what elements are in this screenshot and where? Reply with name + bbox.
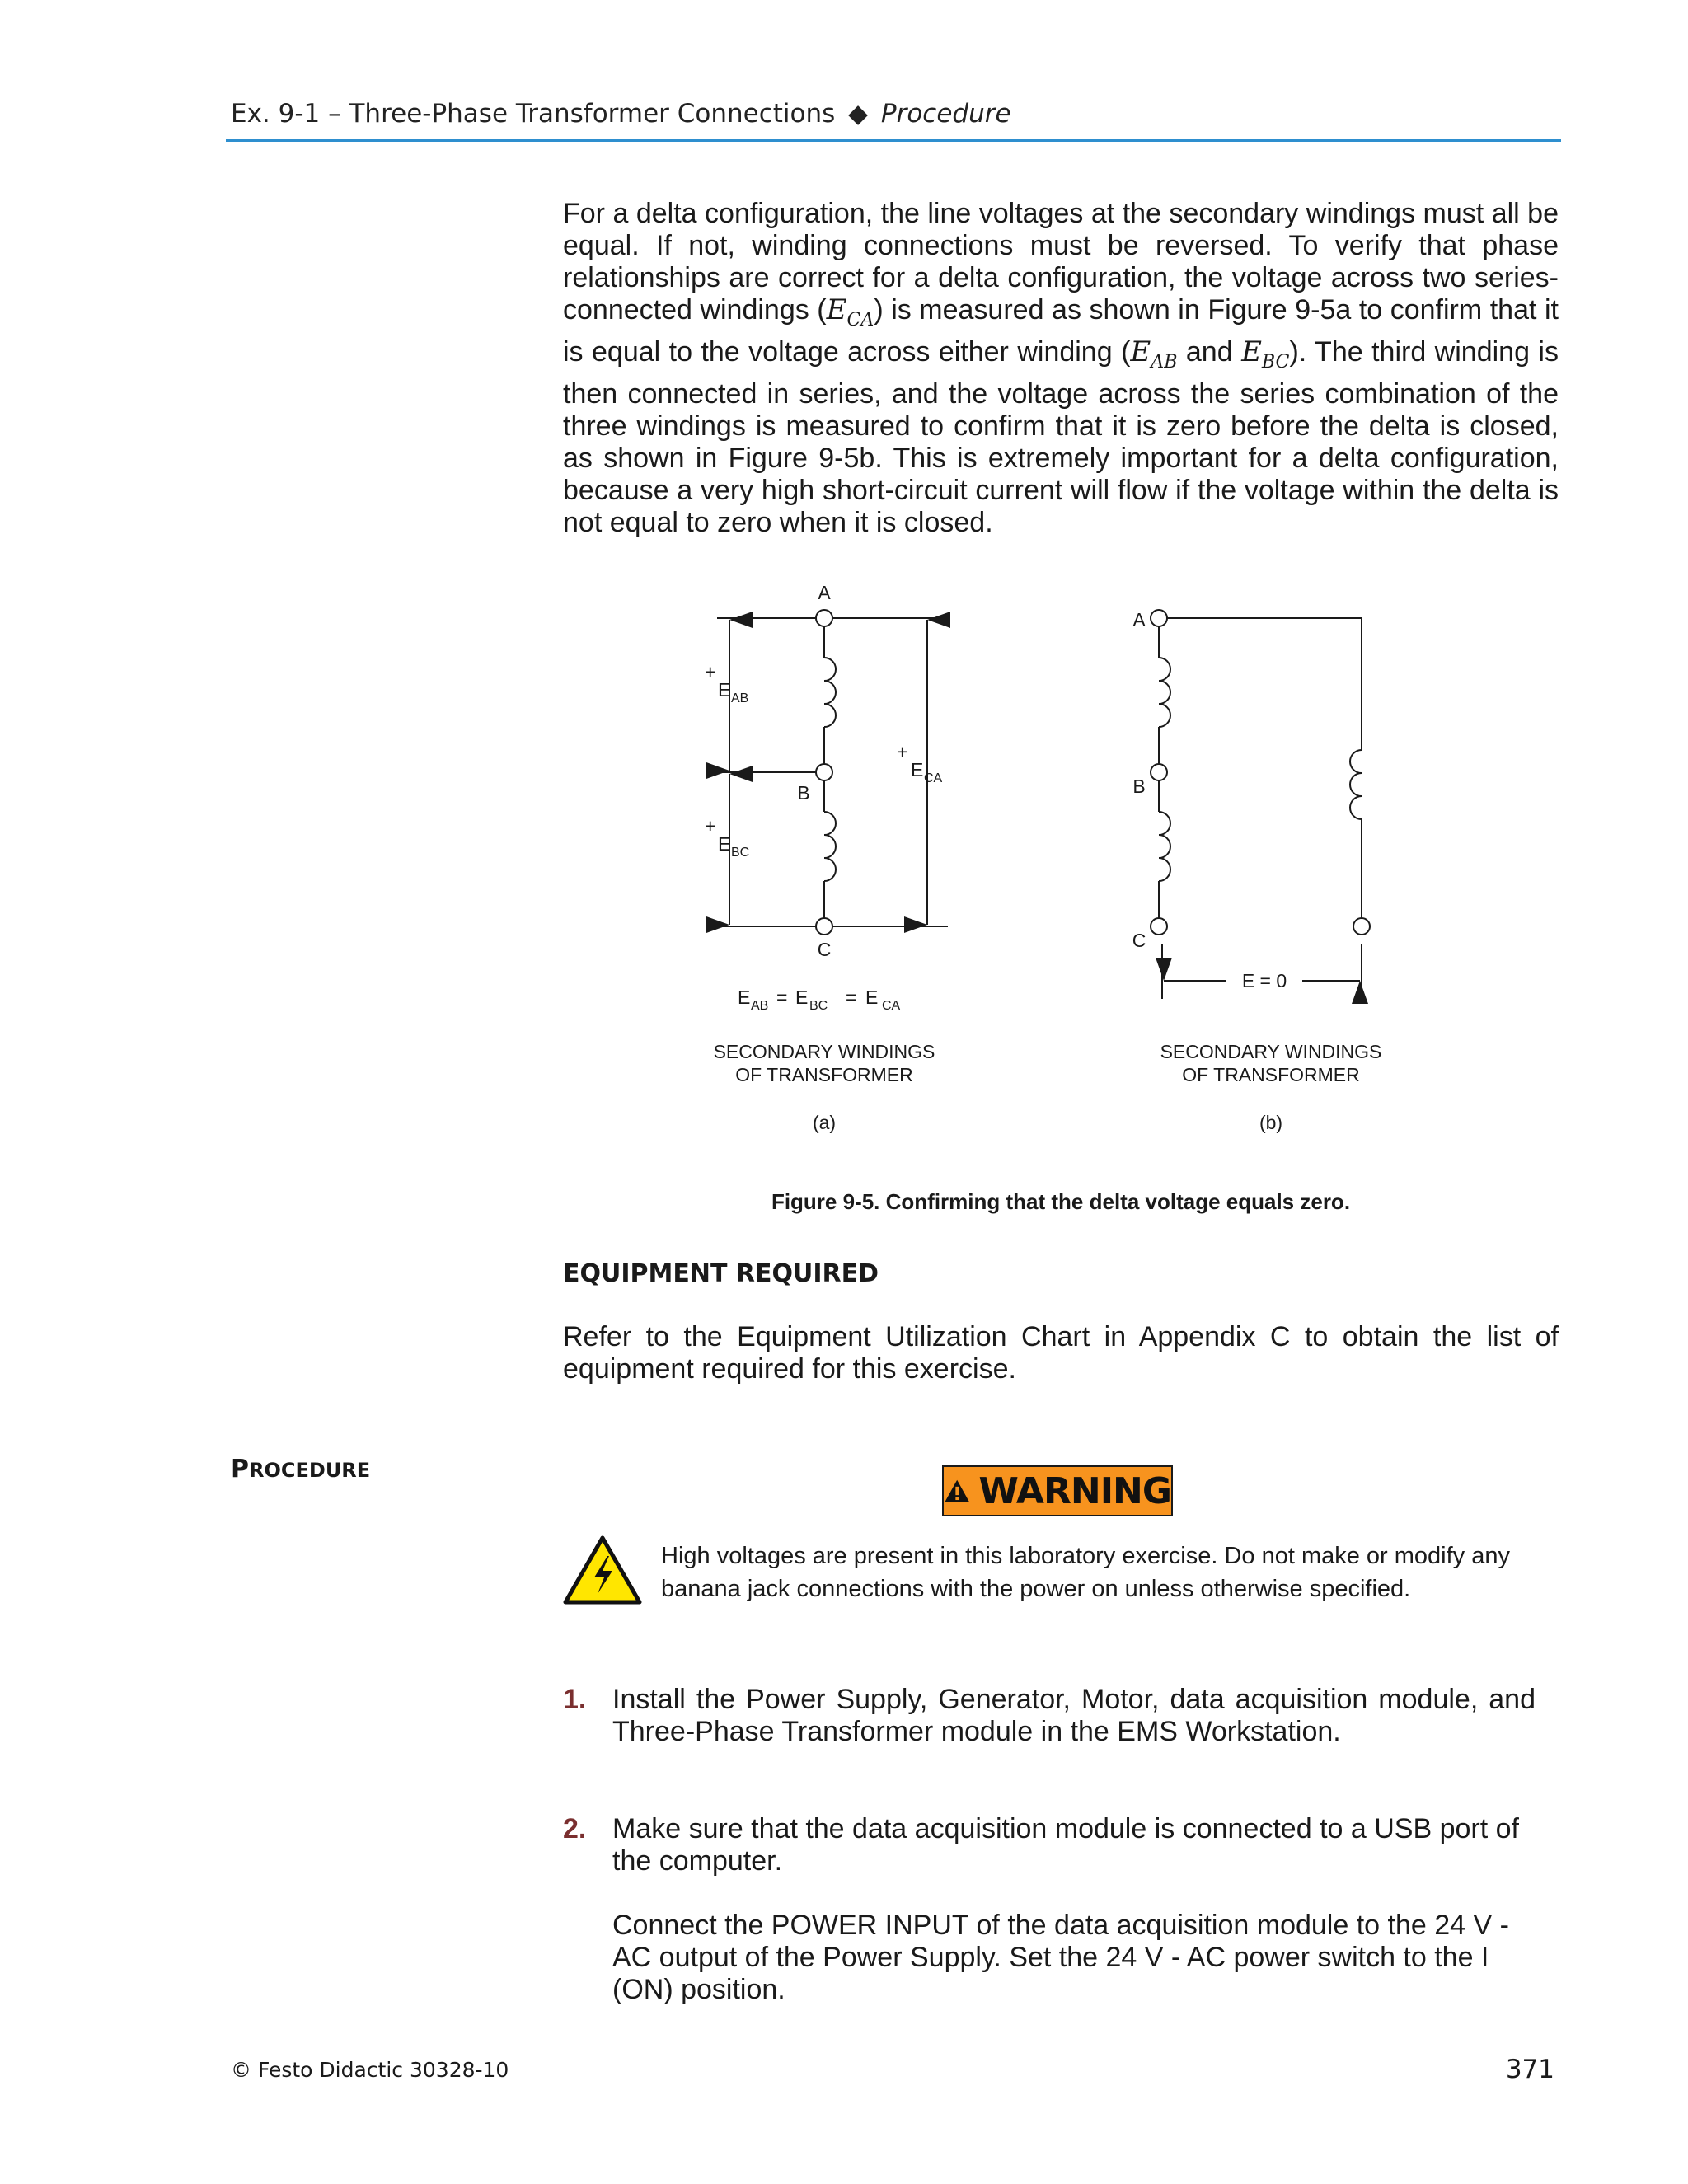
page-number: 371 bbox=[1505, 2055, 1554, 2084]
terminal-b-a bbox=[1151, 610, 1167, 626]
step-number: 1. bbox=[563, 1684, 587, 1715]
equipment-heading: EQUIPMENT REQUIRED bbox=[563, 1259, 879, 1288]
step-number: 2. bbox=[563, 1813, 587, 1844]
sub-ca: CA bbox=[924, 771, 943, 785]
footer-copyright: © Festo Didactic 30328-10 bbox=[231, 2058, 509, 2082]
label-a: A bbox=[818, 582, 831, 603]
terminal-b-c bbox=[1151, 918, 1167, 935]
intro-text-1: For a delta configuration, the line voltages at the secondary windings must all be equal. If not, winding connections must be reversed. To verify that phase relationships are correct for a delta configuration, the voltage across two series-connected windings ( bbox=[563, 198, 1559, 326]
header-section: Procedure bbox=[880, 99, 1011, 129]
label-e-bc: E bbox=[718, 833, 731, 855]
step-text: Make sure that the data acquisition module is connected to a USB port of the computer. bbox=[612, 1813, 1519, 1877]
high-voltage-icon bbox=[563, 1535, 642, 1605]
intro-paragraph-block bbox=[563, 198, 1559, 539]
eab-symbol: $E_{AB}$ bbox=[1130, 335, 1178, 373]
eq-e1: E bbox=[738, 987, 751, 1008]
header-rule bbox=[226, 139, 1561, 142]
label-c: C bbox=[817, 939, 832, 960]
terminal-a bbox=[816, 610, 832, 626]
running-header bbox=[231, 99, 1559, 129]
equipment-section bbox=[563, 1259, 1559, 1385]
terminal-open bbox=[1353, 918, 1370, 935]
eq-sign-1: = bbox=[776, 987, 788, 1008]
terminal-c bbox=[816, 918, 832, 935]
step-text: Install the Power Supply, Generator, Motor, data acquisition module, and Three-Phase Transformer module in the EMS Workstation. bbox=[612, 1684, 1536, 1747]
eq-sub-ca: CA bbox=[882, 999, 901, 1013]
warning-banner bbox=[942, 1465, 1173, 1516]
label-b: B bbox=[797, 782, 810, 804]
intro-text-2: ) is measured as shown in Figure 9-5a to confirm that it is equal to the voltage across either winding ( bbox=[563, 294, 1559, 368]
header-title: Ex. 9-1 – Three-Phase Transformer Connections bbox=[231, 99, 836, 129]
terminal-b bbox=[816, 764, 832, 780]
sub-ab: AB bbox=[731, 691, 749, 705]
warning-label: WARNING bbox=[978, 1469, 1171, 1512]
label-b-node-b: B bbox=[1132, 776, 1146, 797]
label-e-zero: E = 0 bbox=[1241, 970, 1287, 991]
plus-eab: + bbox=[705, 661, 716, 682]
warning-triangle-icon bbox=[944, 1474, 970, 1507]
terminal-b-b bbox=[1151, 764, 1167, 780]
intro-text-3: ). The third winding is then connected in series, and the voltage across the series combination of the three windings is measured to confirm that it is zero before the delta is closed, as shown in Figure 9-5b. This is extremely important for a delta configuration, because a very high short-circuit current will flow if the voltage within the delta is not equal to zero when it is closed. bbox=[563, 335, 1559, 538]
step-text-2: Connect the POWER INPUT of the data acquisition module to the 24 V - AC output of the Power Supply. Set the 24 V - AC power switch to the I (ON) position. bbox=[612, 1910, 1509, 2005]
label-b-node-c: C bbox=[1132, 930, 1146, 951]
intro-and: and bbox=[1177, 335, 1242, 368]
eca-symbol: $E_{CA}$ bbox=[826, 293, 874, 330]
step-1 bbox=[563, 1684, 1559, 1748]
equipment-text: Refer to the Equipment Utilization Chart in Appendix C to obtain the list of equipment required for this exercise. bbox=[563, 1321, 1559, 1385]
diamond-separator-icon: ◆ bbox=[848, 99, 869, 129]
label-e-ca: E bbox=[911, 759, 924, 780]
intro-paragraph bbox=[563, 198, 1559, 539]
warning-text: High voltages are present in this laboratory exercise. Do not make or modify any banana jack connections with the power on unless otherwise specified. bbox=[661, 1543, 1510, 1602]
sub-bc: BC bbox=[731, 846, 750, 860]
eq-e3: E bbox=[865, 987, 879, 1008]
label-e-ab: E bbox=[718, 679, 731, 701]
figure-9-5 bbox=[676, 569, 1401, 1146]
label-a-line1: SECONDARY WINDINGS bbox=[713, 1041, 935, 1062]
diagram-b bbox=[1151, 610, 1370, 999]
tag-a: (a) bbox=[812, 1112, 837, 1133]
eq-sign-2: = bbox=[846, 987, 857, 1008]
label-b-line1: SECONDARY WINDINGS bbox=[1160, 1041, 1382, 1062]
label-b-line2: OF TRANSFORMER bbox=[1182, 1064, 1360, 1085]
figure-caption: Figure 9-5. Confirming that the delta voltage equals zero. bbox=[771, 1189, 1351, 1214]
step-2 bbox=[563, 1813, 1559, 2006]
eq-e2: E bbox=[795, 987, 809, 1008]
eq-sub-bc: BC bbox=[809, 999, 828, 1013]
plus-ebc: + bbox=[705, 815, 716, 837]
eq-sub-ab: AB bbox=[751, 999, 769, 1013]
tag-b: (b) bbox=[1259, 1112, 1283, 1133]
procedure-heading: PROCEDURE bbox=[231, 1455, 371, 1483]
ebc-symbol: $E_{BC}$ bbox=[1241, 335, 1290, 373]
label-b-node-a: A bbox=[1132, 609, 1146, 630]
plus-eca: + bbox=[897, 741, 908, 762]
label-a-line2: OF TRANSFORMER bbox=[735, 1064, 913, 1085]
